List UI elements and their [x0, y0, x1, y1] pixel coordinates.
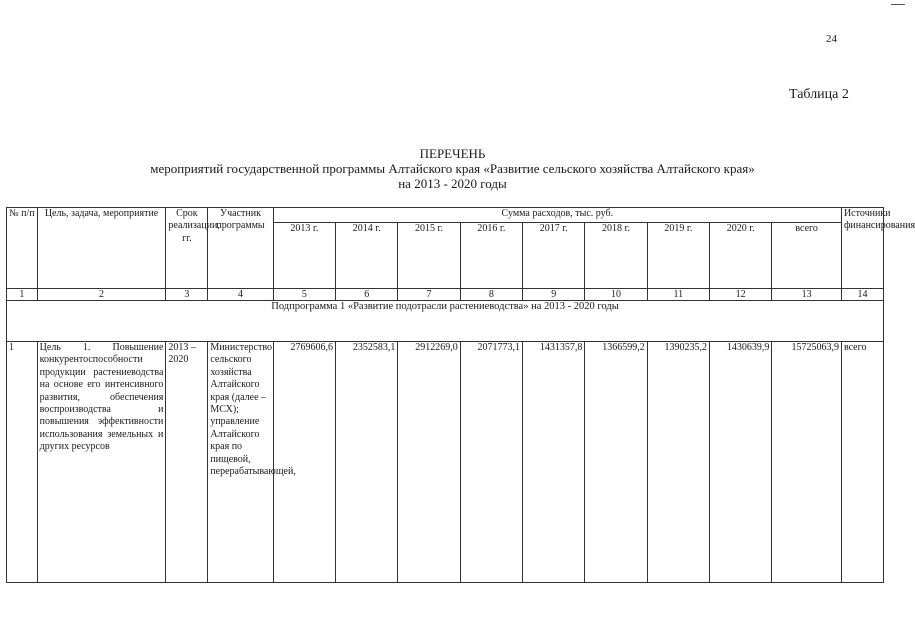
header-year-2014: 2014 г. [336, 223, 398, 289]
column-number: 11 [647, 289, 709, 301]
column-number: 14 [841, 289, 883, 301]
header-participant: Участник программы [208, 208, 273, 289]
header-year-2020: 2020 г. [710, 223, 772, 289]
row-value-2019: 1390235,2 [647, 342, 709, 583]
header-year-2013: 2013 г. [273, 223, 335, 289]
header-num: № п/п [7, 208, 38, 289]
header-total: всего [772, 223, 842, 289]
row-value-2018: 1366599,2 [585, 342, 647, 583]
column-number: 12 [710, 289, 772, 301]
title-period: на 2013 - 2020 годы [398, 176, 507, 191]
row-participant: Министерство сельского хозяйства Алтайского края (далее – МСХ); управление Алтайского края по пищевой, перерабатывающей, [208, 342, 273, 583]
row-number: 1 [7, 342, 38, 583]
row-value-total: 15725063,9 [772, 342, 842, 583]
column-number: 6 [336, 289, 398, 301]
title-block [0, 146, 905, 191]
column-number: 10 [585, 289, 647, 301]
column-number: 1 [7, 289, 38, 301]
column-number: 4 [208, 289, 273, 301]
header-goal: Цель, задача, мероприятие [37, 208, 166, 289]
row-value-2013: 2769606,6 [273, 342, 335, 583]
column-number: 2 [37, 289, 166, 301]
table-caption: Таблица 2 [789, 87, 849, 102]
header-expenses: Сумма расходов, тыс. руб. [273, 208, 841, 223]
column-number: 9 [523, 289, 585, 301]
table-row [7, 342, 884, 583]
row-value-2015: 2912269,0 [398, 342, 460, 583]
measures-table [6, 207, 915, 583]
row-period: 2013 – 2020 [166, 342, 208, 583]
title-heading: ПЕРЕЧЕНЬ [419, 146, 486, 161]
header-year-2017: 2017 г. [523, 223, 585, 289]
column-number: 5 [273, 289, 335, 301]
column-number: 3 [166, 289, 208, 301]
header-year-2015: 2015 г. [398, 223, 460, 289]
row-value-2020: 1430639,9 [710, 342, 772, 583]
row-value-2014: 2352583,1 [336, 342, 398, 583]
title-subheading: мероприятий государственной программы Алтайского края «Развитие сельского хозяйства Алтайского края» [150, 161, 755, 176]
row-value-2016: 2071773,1 [460, 342, 522, 583]
header-source: Источники финансирования [841, 208, 883, 289]
page-number: 24 [826, 33, 837, 45]
corner-mark [891, 0, 905, 5]
subprogram-row [7, 301, 884, 342]
header-year-2019: 2019 г. [647, 223, 709, 289]
header-period: Срок реализации, гг. [166, 208, 208, 289]
column-number: 8 [460, 289, 522, 301]
subprogram-title: Подпрограмма 1 «Развитие подотрасли растениеводства» на 2013 - 2020 годы [7, 301, 884, 342]
header-row [7, 208, 884, 223]
header-year-2018: 2018 г. [585, 223, 647, 289]
column-number: 13 [772, 289, 842, 301]
column-number: 7 [398, 289, 460, 301]
row-value-2017: 1431357,8 [523, 342, 585, 583]
column-number-row [7, 289, 884, 301]
row-goal: Цель 1. Повышение конкурентоспособности продукции растениеводства на основе его интенсивного развития, обеспечения воспроизводства и повышения эффективности использования земельных и других ресурсов [37, 342, 166, 583]
header-year-2016: 2016 г. [460, 223, 522, 289]
row-source: всего [841, 342, 883, 583]
